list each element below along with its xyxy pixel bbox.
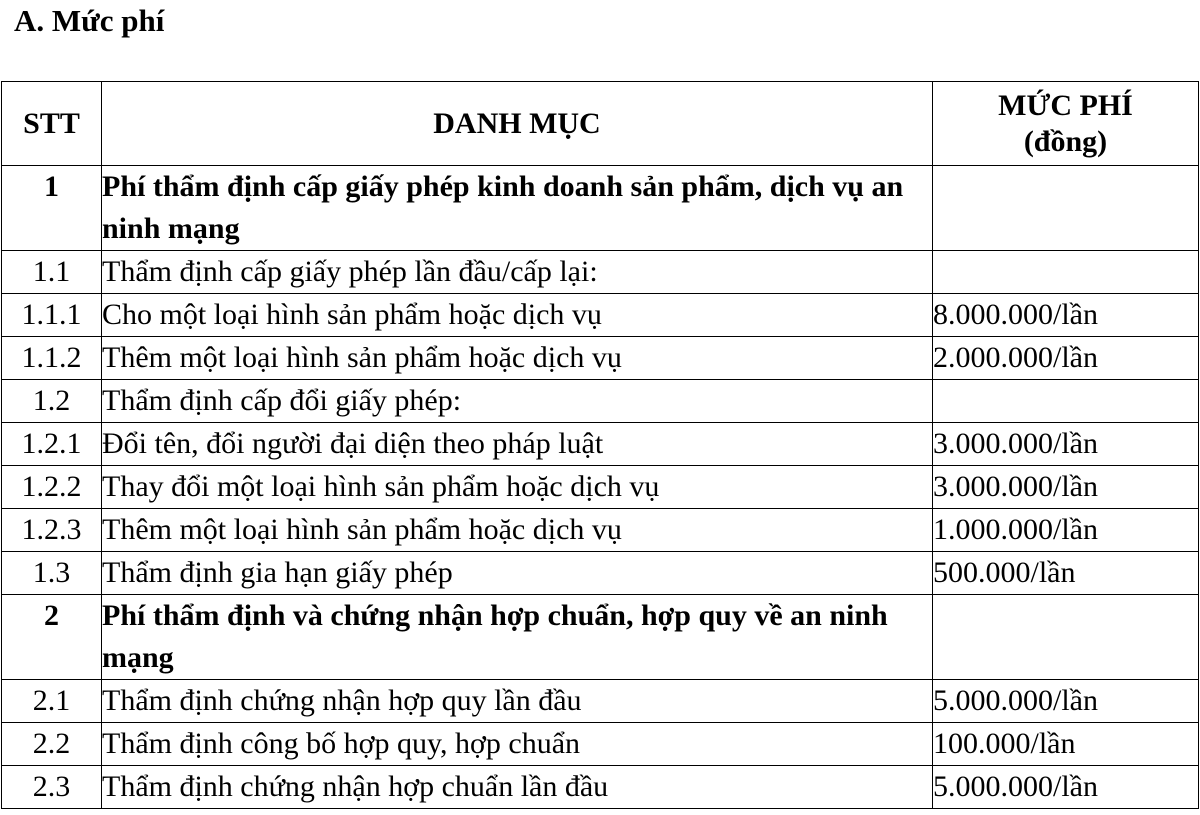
row-fee: 5.000.000/lần: [933, 766, 1199, 809]
row-category: Phí thẩm định cấp giấy phép kinh doanh sản phẩm, dịch vụ an ninh mạng: [102, 166, 933, 251]
row-fee: 100.000/lần: [933, 723, 1199, 766]
row-fee: [933, 380, 1199, 423]
row-stt: 1.2.3: [2, 509, 102, 552]
row-fee: 2.000.000/lần: [933, 337, 1199, 380]
row-category: Thẩm định cấp giấy phép lần đầu/cấp lại:: [102, 251, 933, 294]
table-row: [2, 251, 1199, 294]
row-stt: 1.3: [2, 552, 102, 595]
row-fee: 1.000.000/lần: [933, 509, 1199, 552]
row-stt: 1.1: [2, 251, 102, 294]
section-title: A. Mức phí: [14, 3, 165, 38]
row-stt: 2.3: [2, 766, 102, 809]
row-fee: 3.000.000/lần: [933, 423, 1199, 466]
row-stt: 1.2: [2, 380, 102, 423]
table-row: [2, 337, 1199, 380]
row-category: Thẩm định chứng nhận hợp quy lần đầu: [102, 680, 933, 723]
row-stt: 1.2.2: [2, 466, 102, 509]
row-category: Thẩm định chứng nhận hợp chuẩn lần đầu: [102, 766, 933, 809]
row-stt: 2.1: [2, 680, 102, 723]
table-row: [2, 680, 1199, 723]
row-fee: 3.000.000/lần: [933, 466, 1199, 509]
row-category: Thêm một loại hình sản phẩm hoặc dịch vụ: [102, 509, 933, 552]
row-category: Thẩm định gia hạn giấy phép: [102, 552, 933, 595]
row-stt: 1.2.1: [2, 423, 102, 466]
table-row: [2, 723, 1199, 766]
table-row: [2, 166, 1199, 251]
header-fee-line1: MỨC PHÍ: [998, 88, 1133, 122]
row-category: Thẩm định công bố hợp quy, hợp chuẩn: [102, 723, 933, 766]
row-stt: 2: [2, 595, 102, 680]
row-stt: 2.2: [2, 723, 102, 766]
header-stt: STT: [2, 82, 102, 166]
row-stt: 1.1.1: [2, 294, 102, 337]
row-fee: 500.000/lần: [933, 552, 1199, 595]
row-category: Đổi tên, đổi người đại diện theo pháp luật: [102, 423, 933, 466]
header-category: DANH MỤC: [102, 82, 933, 166]
table-row: [2, 509, 1199, 552]
fee-table: [1, 81, 1199, 809]
table-row: [2, 552, 1199, 595]
row-fee: [933, 166, 1199, 251]
row-stt: 1: [2, 166, 102, 251]
row-category: Thay đổi một loại hình sản phẩm hoặc dịch vụ: [102, 466, 933, 509]
row-category: Phí thẩm định và chứng nhận hợp chuẩn, hợp quy về an ninh mạng: [102, 595, 933, 680]
table-row: [2, 595, 1199, 680]
row-fee: [933, 251, 1199, 294]
row-category: Thẩm định cấp đổi giấy phép:: [102, 380, 933, 423]
table-row: [2, 466, 1199, 509]
table-row: [2, 294, 1199, 337]
table-row: [2, 423, 1199, 466]
row-category: Cho một loại hình sản phẩm hoặc dịch vụ: [102, 294, 933, 337]
table-row: [2, 766, 1199, 809]
table-row: [2, 380, 1199, 423]
row-fee: 8.000.000/lần: [933, 294, 1199, 337]
row-fee: [933, 595, 1199, 680]
table-header-row: [2, 82, 1199, 166]
header-fee-line2: (đồng): [1023, 124, 1108, 158]
row-stt: 1.1.2: [2, 337, 102, 380]
row-fee: 5.000.000/lần: [933, 680, 1199, 723]
header-fee: [933, 82, 1199, 166]
row-category: Thêm một loại hình sản phẩm hoặc dịch vụ: [102, 337, 933, 380]
